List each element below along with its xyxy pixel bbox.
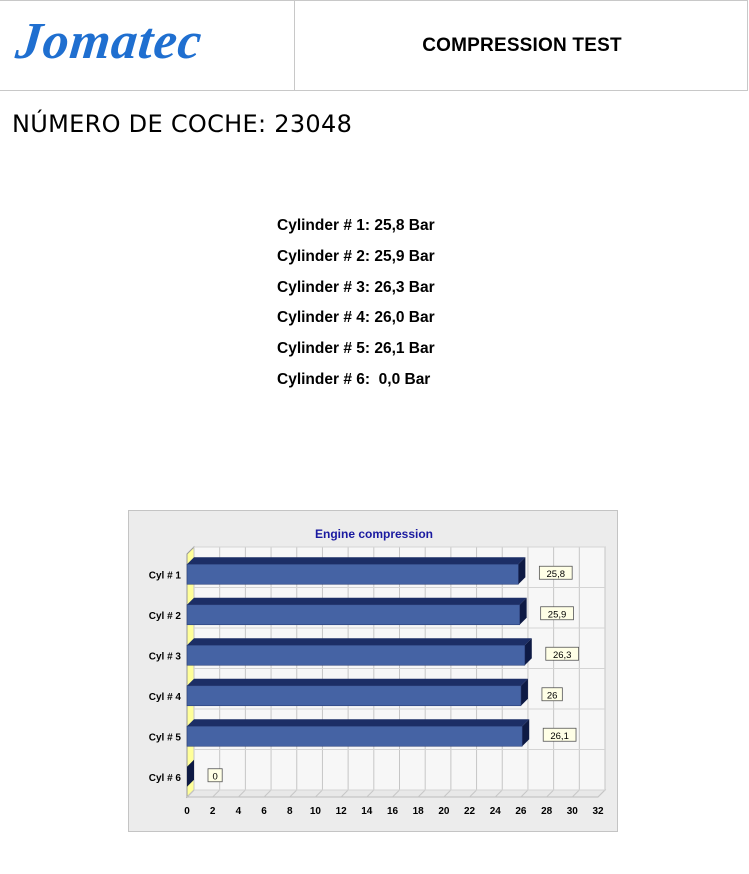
bar (187, 605, 520, 625)
x-tick-label: 4 (235, 806, 242, 817)
x-tick-label: 12 (335, 806, 347, 817)
x-tick-label: 24 (489, 806, 501, 817)
x-tick-label: 32 (592, 806, 604, 817)
cylinder-reading: Cylinder # 2: 25,9 Bar (277, 247, 435, 265)
bar-top (187, 557, 525, 564)
x-tick-label: 6 (261, 806, 267, 817)
y-category-label: Cyl # 6 (148, 772, 181, 784)
x-tick-label: 2 (209, 806, 216, 817)
x-tick-label: 20 (438, 806, 450, 817)
bar (187, 686, 521, 706)
logo-cell (0, 1, 295, 91)
x-tick-label: 8 (286, 806, 293, 817)
cylinder-reading: Cylinder # 5: 26,1 Bar (277, 340, 435, 358)
chart-canvas (129, 511, 619, 833)
y-category-label: Cyl # 2 (148, 610, 181, 622)
y-category-label: Cyl # 1 (148, 570, 181, 582)
x-tick-label: 28 (541, 806, 553, 817)
data-label: 0 (212, 771, 218, 783)
report-header (0, 0, 748, 91)
x-tick-label: 30 (566, 806, 578, 817)
bar-top (187, 679, 528, 686)
x-tick-label: 18 (412, 806, 424, 817)
data-label: 26,3 (552, 649, 572, 661)
x-tick-label: 0 (184, 806, 190, 817)
data-label: 26 (546, 690, 558, 702)
compression-chart (128, 510, 618, 832)
cylinder-reading: Cylinder # 1: 25,8 Bar (277, 217, 435, 234)
bar (187, 564, 518, 584)
x-tick-label: 10 (309, 806, 321, 817)
x-tick-label: 26 (515, 806, 527, 817)
report-title: COMPRESSION TEST (422, 35, 622, 56)
x-tick-label: 14 (361, 806, 373, 817)
data-label: 26,1 (550, 730, 569, 742)
bar-top (187, 719, 529, 726)
bar (187, 726, 522, 746)
cylinder-reading: Cylinder # 4: 26,0 Bar (277, 309, 435, 327)
bar-top (187, 638, 532, 645)
car-number: NÚMERO DE COCHE: 23048 (12, 110, 353, 138)
y-category-label: Cyl # 5 (148, 732, 181, 744)
x-tick-label: 22 (464, 806, 476, 817)
bar (187, 645, 525, 665)
y-category-label: Cyl # 3 (148, 651, 181, 663)
x-tick-label: 16 (386, 806, 399, 817)
cylinder-reading: Cylinder # 6: 0,0 Bar (277, 370, 431, 388)
company-logo: Jomatec (13, 13, 206, 70)
bar-top (187, 598, 527, 605)
title-cell (296, 1, 748, 91)
cylinder-reading: Cylinder # 3: 26,3 Bar (277, 278, 435, 296)
y-category-label: Cyl # 4 (148, 691, 181, 703)
data-label: 25,9 (547, 609, 567, 621)
data-label: 25,8 (546, 568, 566, 580)
cylinder-readings (277, 214, 435, 399)
chart-title: Engine compression (314, 527, 434, 541)
